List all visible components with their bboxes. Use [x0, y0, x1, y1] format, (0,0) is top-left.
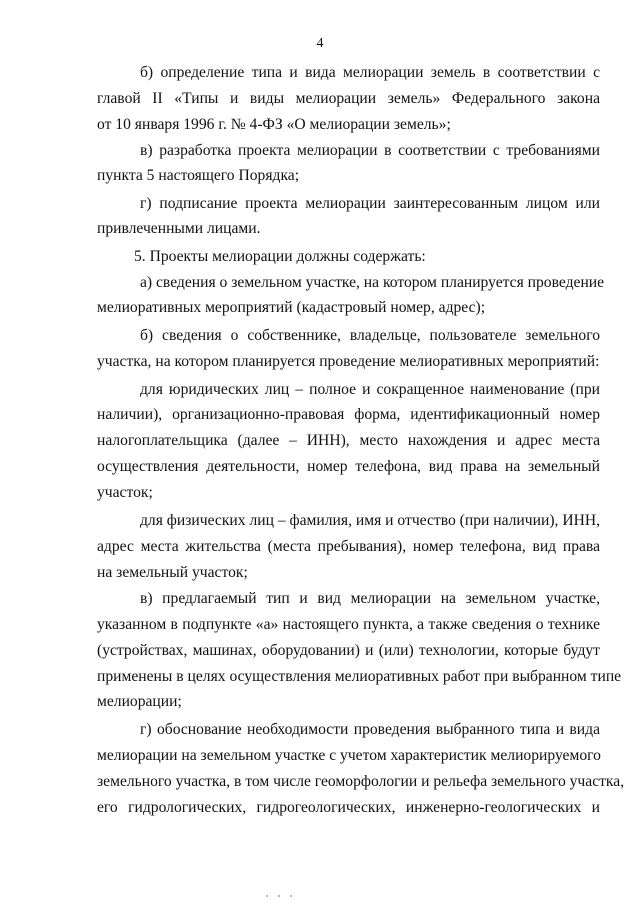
text-line: пункта 5 настоящего Порядка;	[97, 167, 300, 184]
text-line: осуществления деятельности, номер телефона, вид права на земельный	[97, 458, 600, 475]
text-line: земельного участка, в том числе геоморфологии и рельефа земельного участка,	[97, 773, 625, 790]
text-line: для физических лиц – фамилия, имя и отчество (при наличии), ИНН,	[140, 512, 600, 529]
scan-artifact	[266, 895, 268, 897]
text-line: мелиоративных мероприятий (кадастровый номер, адрес);	[97, 299, 486, 316]
text-line: указанном в подпункте «а» настоящего пункта, а также сведения о технике	[97, 616, 600, 633]
text-line: адрес места жительства (места пребывания), номер телефона, вид права	[97, 538, 600, 555]
scan-artifact	[290, 895, 292, 897]
text-line: б) определение типа и вида мелиорации земель в соответствии с	[140, 64, 600, 81]
text-line: применены в целях осуществления мелиоративных работ при выбранном типе	[97, 668, 622, 685]
text-line: привлеченными лицами.	[97, 220, 261, 237]
text-line: главой II «Типы и виды мелиорации земель» Федерального закона	[97, 90, 600, 107]
text-line: г) подписание проекта мелиорации заинтересованным лицом или	[140, 195, 600, 212]
text-line: участок;	[97, 484, 153, 501]
text-line: г) обоснование необходимости проведения выбранного типа и вида	[140, 721, 600, 738]
text-line: б) сведения о собственнике, владельце, пользователе земельного	[140, 327, 600, 344]
text-line: а) сведения о земельном участке, на котором планируется проведение	[140, 274, 605, 291]
text-line: 5. Проекты мелиорации должны содержать:	[134, 248, 426, 265]
text-line: (устройствах, машинах, оборудовании) и (или) технологии, которые будут	[97, 642, 600, 659]
text-line: мелиорации;	[97, 693, 182, 710]
text-line: его гидрологических, гидрогеологических, инженерно-геологических и	[97, 799, 600, 816]
text-line: в) предлагаемый тип и вид мелиорации на земельном участке,	[140, 590, 600, 607]
text-line: в) разработка проекта мелиорации в соответствии с требованиями	[140, 142, 600, 159]
text-line: для юридических лиц – полное и сокращенное наименование (при	[140, 381, 600, 398]
page-number: 4	[316, 36, 324, 51]
text-line: налогоплательщика (далее – ИНН), место нахождения и адрес места	[97, 432, 600, 449]
text-line: участка, на котором планируется проведение мелиоративных мероприятий:	[97, 353, 600, 370]
text-line: на земельный участок;	[97, 564, 248, 581]
text-line: мелиорации на земельном участке с учетом характеристик мелиорируемого	[97, 747, 601, 764]
scan-artifact	[278, 895, 280, 897]
text-line: наличии), организационно-правовая форма, идентификационный номер	[97, 406, 600, 423]
text-line: от 10 января 1996 г. № 4-ФЗ «О мелиорации земель»;	[97, 116, 451, 133]
